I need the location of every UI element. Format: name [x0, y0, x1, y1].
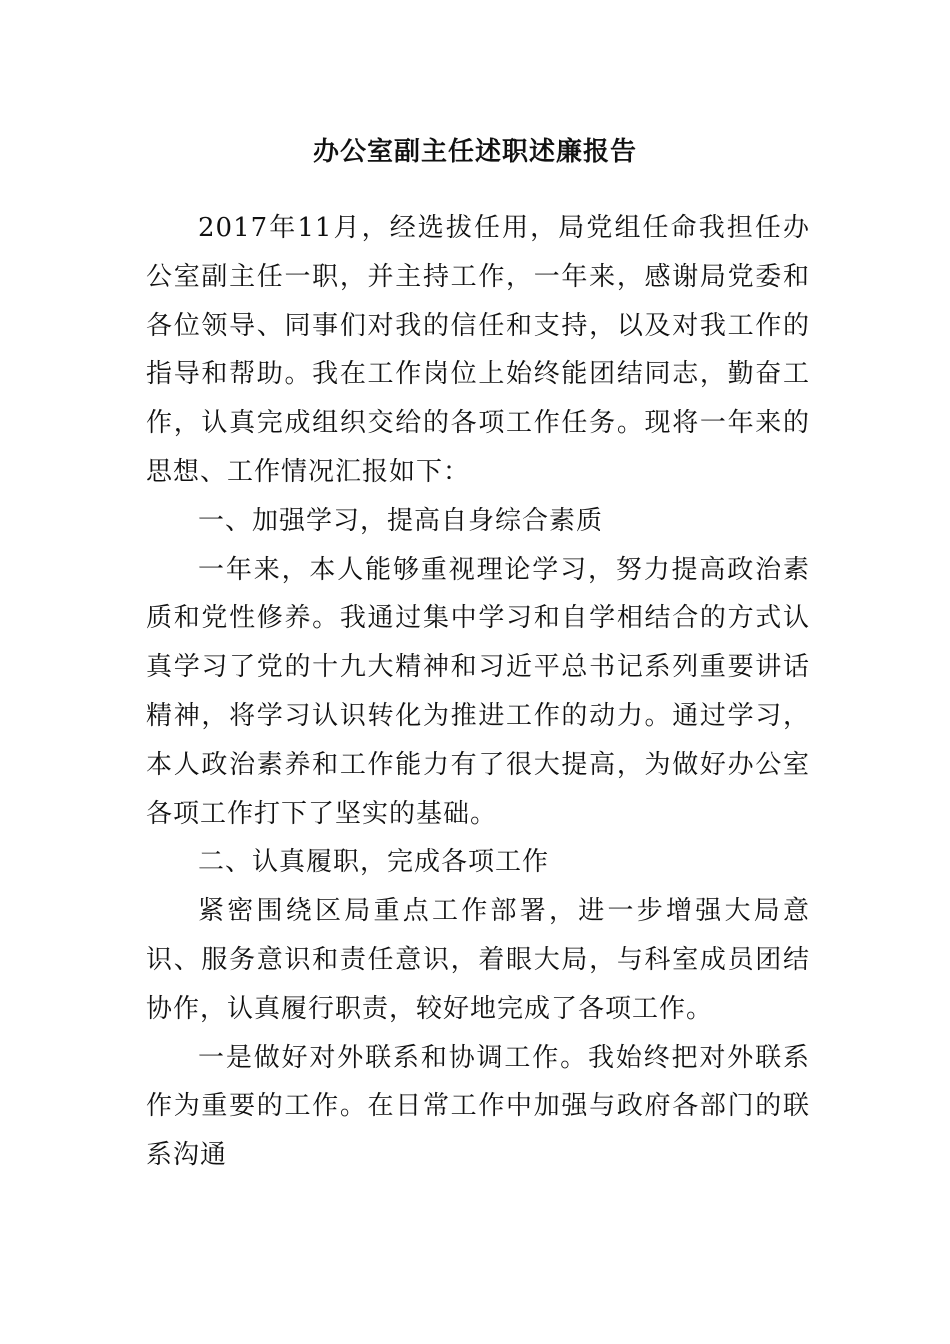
section-heading-2: 二、认真履职，完成各项工作: [198, 847, 550, 878]
document-body: [146, 204, 810, 1180]
paragraph-duties: 紧密围绕区局重点工作部署，进一步增强大局意识、服务意识和责任意识，着眼大局，与科室成员团结协作，认真履行职责，较好地完成了各项工作。: [146, 896, 810, 1024]
paragraph-liaison: 一是做好对外联系和协调工作。我始终把对外联系作为重要的工作。在日常工作中加强与政府各部门的联系沟通: [146, 1042, 810, 1171]
document-title: 办公室副主任述职述廉报告: [312, 137, 637, 167]
section-heading-1: 一、加强学习，提高自身综合素质: [198, 505, 604, 536]
paragraph-intro: 2017年11月，经选拔任用，局党组任命我担任办公室副主任一职，并主持工作，一年来，感谢局党委和各位领导、同事们对我的信任和支持，以及对我工作的指导和帮助。我在工作岗位上始终能团结同志，勤奋工作，认真完成组织交给的各项工作任务。现将一年来的思想、工作情况汇报如下：: [146, 213, 810, 487]
paragraph-study: 一年来，本人能够重视理论学习，努力提高政治素质和党性修养。我通过集中学习和自学相结合的方式认真学习了党的十九大精神和习近平总书记系列重要讲话精神，将学习认识转化为推进工作的动力。通过学习，本人政治素养和工作能力有了很大提高，为做好办公室各项工作打下了坚实的基础。: [146, 554, 810, 829]
